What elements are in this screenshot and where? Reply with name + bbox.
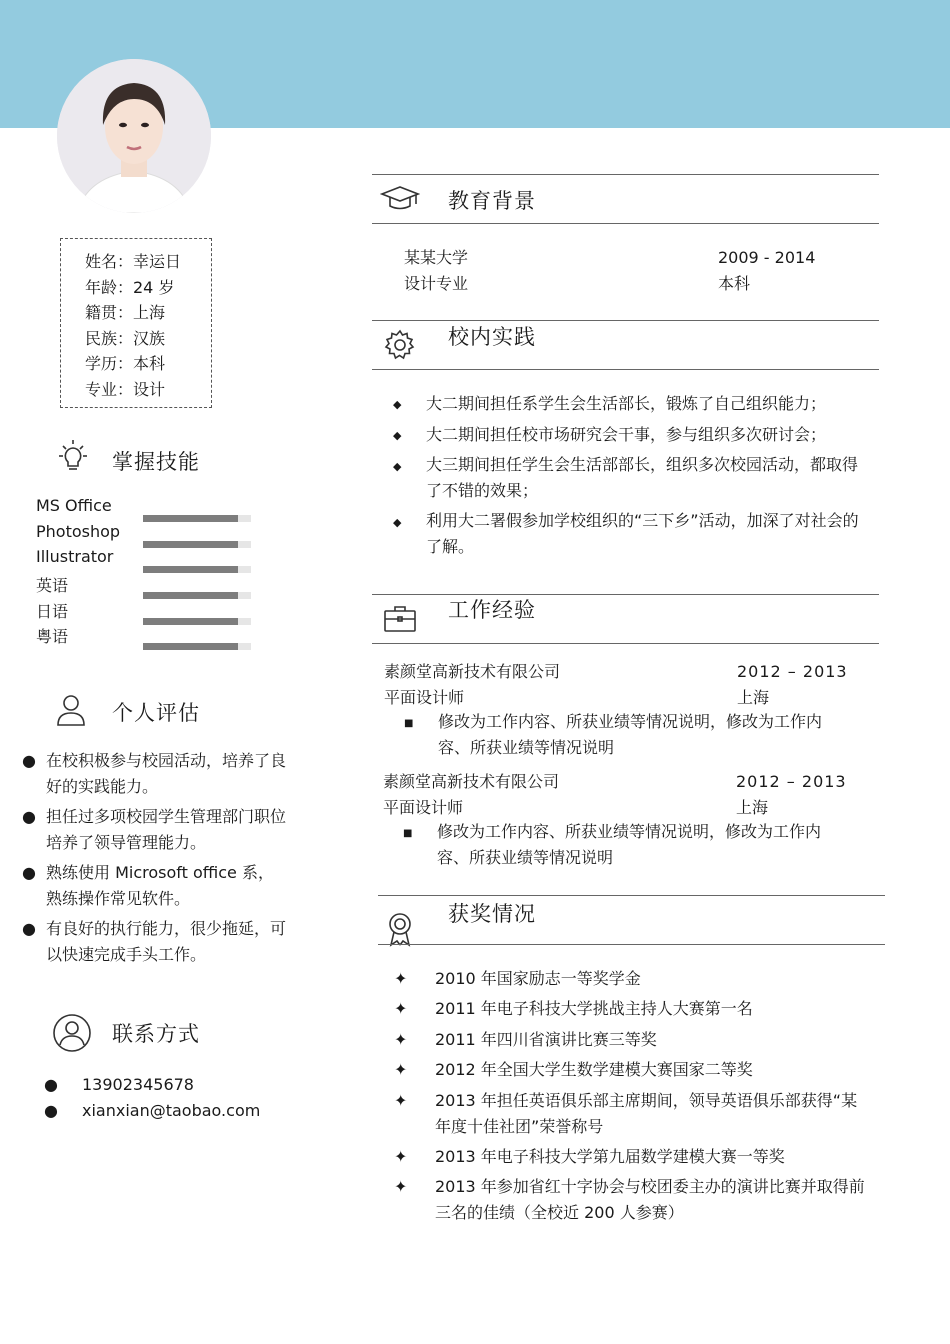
evaluation-item: 在校积极参与校园活动，培养了良好的实践能力。 (46, 751, 287, 796)
award-item: 2012 年全国大学生数学建模大赛国家二等奖 (435, 1060, 753, 1079)
divider (372, 369, 879, 370)
company-name: 素颜堂高新技术有限公司 (383, 772, 560, 791)
diamond-bullet: ◆ (393, 398, 402, 411)
award-item: 2013 年担任英语俱乐部主席期间，领导英语俱乐部获得“某年度十佳社团”荣誉称号 (435, 1091, 858, 1136)
star-bullet: ✦ (394, 1091, 408, 1110)
avatar (57, 59, 211, 213)
bullet-dot: ● (22, 807, 36, 826)
star-bullet: ✦ (394, 969, 408, 988)
school-name: 某某大学 (404, 248, 469, 267)
email-address: xianxian@taobao.com (82, 1101, 261, 1120)
star-bullet: ✦ (394, 1177, 408, 1196)
company-name: 素颜堂高新技术有限公司 (384, 662, 561, 681)
skill-level-fill (143, 618, 238, 625)
phone-number: 13902345678 (82, 1075, 194, 1094)
age-field: 年龄：24 岁 (85, 278, 175, 297)
bullet-dot: ● (44, 1101, 58, 1120)
education-degree: 本科 (718, 274, 751, 293)
skill-level-bar (143, 618, 251, 625)
award-item: 2011 年电子科技大学挑战主持人大赛第一名 (435, 999, 753, 1018)
basic-info-box (60, 238, 212, 408)
gear-icon (384, 329, 416, 361)
diamond-bullet: ◆ (393, 460, 402, 473)
star-bullet: ✦ (394, 999, 408, 1018)
name-field: 姓名：幸运日 (85, 252, 182, 271)
user-circle-icon (52, 1013, 92, 1053)
education-years: 2009 - 2014 (718, 248, 816, 267)
skill-level-fill (143, 541, 238, 548)
bullet-dot: ● (22, 919, 36, 938)
skill-name: Photoshop (36, 522, 121, 541)
skills-title: 掌握技能 (112, 450, 200, 474)
bullet-dot: ● (22, 863, 36, 882)
skill-name: 日语 (36, 602, 69, 621)
square-bullet: ■ (403, 828, 413, 839)
awards-title: 获奖情况 (448, 902, 536, 926)
education-major: 设计专业 (404, 274, 469, 293)
award-item: 2013 年参加省红十字协会与校团委主办的演讲比赛并取得前三名的佳绩（全校近 200 人参赛） (435, 1177, 865, 1222)
major-field: 专业：设计 (85, 380, 166, 399)
divider (372, 174, 879, 175)
campus-title: 校内实践 (448, 325, 536, 349)
job-description: 修改为工作内容、所获业绩等情况说明，修改为工作内容、所获业绩等情况说明 (438, 712, 823, 757)
divider (378, 895, 885, 896)
skill-level-bar (143, 643, 251, 650)
lightbulb-icon (54, 438, 92, 476)
skill-level-fill (143, 566, 238, 573)
bullet-dot: ● (44, 1075, 58, 1094)
medal-icon (386, 911, 414, 947)
skill-level-bar (143, 515, 251, 522)
diamond-bullet: ◆ (393, 429, 402, 442)
job-city: 上海 (737, 688, 770, 707)
job-description: 修改为工作内容、所获业绩等情况说明，修改为工作内容、所获业绩等情况说明 (437, 822, 822, 867)
campus-item: 大三期间担任学生会生活部部长，组织多次校园活动，都取得了不错的效果； (426, 455, 859, 500)
contact-title: 联系方式 (112, 1022, 200, 1046)
skill-name: 粤语 (36, 627, 69, 646)
skill-level-bar (143, 592, 251, 599)
award-item: 2010 年国家励志一等奖学金 (435, 969, 641, 988)
job-role: 平面设计师 (384, 688, 465, 707)
education-title: 教育背景 (448, 189, 536, 213)
evaluation-item: 熟练使用 Microsoft office 系，熟练操作常见软件。 (46, 863, 274, 908)
award-item: 2013 年电子科技大学第九届数学建模大赛一等奖 (435, 1147, 785, 1166)
square-bullet: ■ (404, 718, 414, 729)
award-item: 2011 年四川省演讲比赛三等奖 (435, 1030, 657, 1049)
ethnicity-field: 民族：汉族 (85, 329, 166, 348)
evaluation-item: 担任过多项校园学生管理部门职位培养了领导管理能力。 (46, 807, 287, 852)
divider (378, 944, 885, 945)
skill-level-fill (143, 592, 238, 599)
star-bullet: ✦ (394, 1060, 408, 1079)
evaluation-item: 有良好的执行能力，很少拖延，可以快速完成手头工作。 (46, 919, 287, 964)
bullet-dot: ● (22, 751, 36, 770)
skill-name: MS Office (36, 496, 112, 515)
briefcase-icon (383, 603, 417, 633)
graduation-cap-icon (380, 184, 420, 214)
skill-level-bar (143, 566, 251, 573)
campus-item: 利用大二署假参加学校组织的“三下乡”活动，加深了对社会的了解。 (426, 511, 859, 556)
divider (372, 643, 879, 644)
skill-name: 英语 (36, 576, 69, 595)
skill-name: Illustrator (36, 547, 114, 566)
campus-item: 大二期间担任校市场研究会干事，参与组织多次研讨会； (426, 425, 827, 444)
star-bullet: ✦ (394, 1147, 408, 1166)
skill-level-fill (143, 643, 238, 650)
person-icon (56, 693, 86, 727)
work-title: 工作经验 (448, 598, 536, 622)
star-bullet: ✦ (394, 1030, 408, 1049)
campus-item: 大二期间担任系学生会生活部长，锻炼了自己组织能力； (426, 394, 827, 413)
evaluation-title: 个人评估 (112, 701, 200, 725)
diamond-bullet: ◆ (393, 516, 402, 529)
job-years: 2012 – 2013 (736, 772, 847, 791)
job-city: 上海 (736, 798, 769, 817)
degree-field: 学历：本科 (85, 354, 166, 373)
skill-level-fill (143, 515, 238, 522)
divider (372, 223, 879, 224)
skill-level-bar (143, 541, 251, 548)
hometown-field: 籍贯：上海 (85, 303, 166, 322)
job-role: 平面设计师 (383, 798, 464, 817)
job-years: 2012 – 2013 (737, 662, 848, 681)
